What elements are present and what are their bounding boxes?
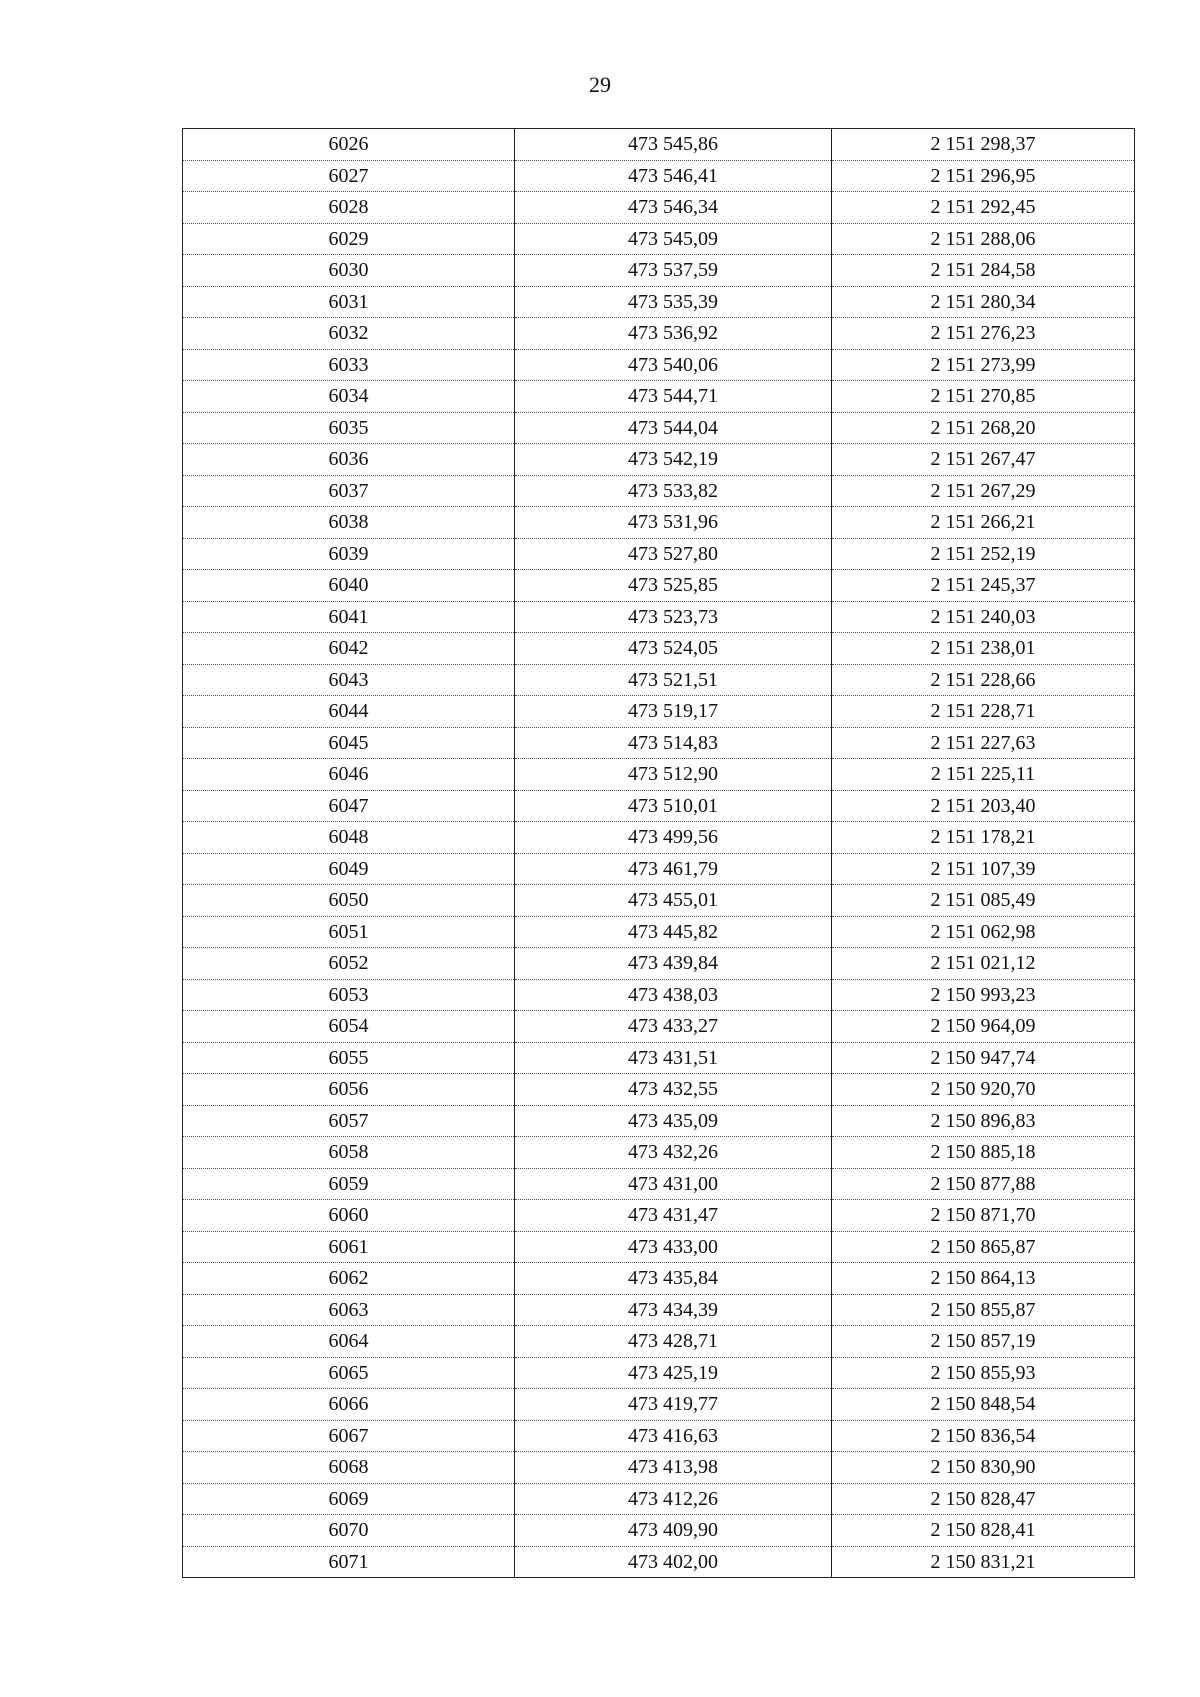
- table-row: [183, 1137, 1135, 1169]
- y-coordinate-cell: 2 151 288,06: [832, 223, 1135, 255]
- x-coordinate-cell: 473 455,01: [515, 885, 832, 917]
- y-coordinate-cell: 2 151 252,19: [832, 538, 1135, 570]
- x-coordinate-cell: 473 536,92: [515, 318, 832, 350]
- table-row: [183, 444, 1135, 476]
- table-row: [183, 1452, 1135, 1484]
- y-coordinate-cell: 2 150 857,19: [832, 1326, 1135, 1358]
- table-row: [183, 1168, 1135, 1200]
- point-number-cell: 6057: [183, 1105, 515, 1137]
- point-number-cell: 6034: [183, 381, 515, 413]
- x-coordinate-cell: 473 499,56: [515, 822, 832, 854]
- x-coordinate-cell: 473 438,03: [515, 979, 832, 1011]
- table-row: [183, 790, 1135, 822]
- table-row: [183, 1105, 1135, 1137]
- table-row: [183, 507, 1135, 539]
- point-number-cell: 6032: [183, 318, 515, 350]
- coordinates-table: [182, 128, 1135, 1578]
- y-coordinate-cell: 2 150 855,87: [832, 1294, 1135, 1326]
- x-coordinate-cell: 473 412,26: [515, 1483, 832, 1515]
- y-coordinate-cell: 2 151 270,85: [832, 381, 1135, 413]
- x-coordinate-cell: 473 434,39: [515, 1294, 832, 1326]
- x-coordinate-cell: 473 402,00: [515, 1546, 832, 1578]
- x-coordinate-cell: 473 521,51: [515, 664, 832, 696]
- table-row: [183, 318, 1135, 350]
- y-coordinate-cell: 2 151 266,21: [832, 507, 1135, 539]
- x-coordinate-cell: 473 439,84: [515, 948, 832, 980]
- y-coordinate-cell: 2 151 107,39: [832, 853, 1135, 885]
- point-number-cell: 6066: [183, 1389, 515, 1421]
- x-coordinate-cell: 473 544,04: [515, 412, 832, 444]
- table-row: [183, 948, 1135, 980]
- table-row: [183, 664, 1135, 696]
- y-coordinate-cell: 2 151 228,71: [832, 696, 1135, 728]
- page-number: 29: [589, 72, 611, 97]
- x-coordinate-cell: 473 533,82: [515, 475, 832, 507]
- y-coordinate-cell: 2 151 245,37: [832, 570, 1135, 602]
- y-coordinate-cell: 2 151 178,21: [832, 822, 1135, 854]
- table-row: [183, 1546, 1135, 1578]
- y-coordinate-cell: 2 150 993,23: [832, 979, 1135, 1011]
- point-number-cell: 6042: [183, 633, 515, 665]
- table-row: [183, 601, 1135, 633]
- x-coordinate-cell: 473 544,71: [515, 381, 832, 413]
- x-coordinate-cell: 473 542,19: [515, 444, 832, 476]
- point-number-cell: 6046: [183, 759, 515, 791]
- table-row: [183, 223, 1135, 255]
- table-row: [183, 727, 1135, 759]
- point-number-cell: 6065: [183, 1357, 515, 1389]
- table-row: [183, 822, 1135, 854]
- x-coordinate-cell: 473 435,09: [515, 1105, 832, 1137]
- table-row: [183, 979, 1135, 1011]
- point-number-cell: 6027: [183, 160, 515, 192]
- x-coordinate-cell: 473 428,71: [515, 1326, 832, 1358]
- y-coordinate-cell: 2 150 964,09: [832, 1011, 1135, 1043]
- table-row: [183, 255, 1135, 287]
- table-row: [183, 286, 1135, 318]
- y-coordinate-cell: 2 150 871,70: [832, 1200, 1135, 1232]
- x-coordinate-cell: 473 523,73: [515, 601, 832, 633]
- x-coordinate-cell: 473 546,41: [515, 160, 832, 192]
- point-number-cell: 6044: [183, 696, 515, 728]
- point-number-cell: 6033: [183, 349, 515, 381]
- table-row: [183, 1326, 1135, 1358]
- point-number-cell: 6037: [183, 475, 515, 507]
- x-coordinate-cell: 473 524,05: [515, 633, 832, 665]
- y-coordinate-cell: 2 151 203,40: [832, 790, 1135, 822]
- table-row: [183, 1074, 1135, 1106]
- x-coordinate-cell: 473 545,86: [515, 129, 832, 161]
- y-coordinate-cell: 2 150 877,88: [832, 1168, 1135, 1200]
- x-coordinate-cell: 473 431,00: [515, 1168, 832, 1200]
- x-coordinate-cell: 473 461,79: [515, 853, 832, 885]
- y-coordinate-cell: 2 150 865,87: [832, 1231, 1135, 1263]
- y-coordinate-cell: 2 150 864,13: [832, 1263, 1135, 1295]
- table-row: [183, 475, 1135, 507]
- point-number-cell: 6040: [183, 570, 515, 602]
- y-coordinate-cell: 2 150 947,74: [832, 1042, 1135, 1074]
- x-coordinate-cell: 473 537,59: [515, 255, 832, 287]
- table-row: [183, 1200, 1135, 1232]
- y-coordinate-cell: 2 150 885,18: [832, 1137, 1135, 1169]
- point-number-cell: 6038: [183, 507, 515, 539]
- y-coordinate-cell: 2 151 267,29: [832, 475, 1135, 507]
- point-number-cell: 6059: [183, 1168, 515, 1200]
- x-coordinate-cell: 473 433,00: [515, 1231, 832, 1263]
- point-number-cell: 6071: [183, 1546, 515, 1578]
- y-coordinate-cell: 2 150 848,54: [832, 1389, 1135, 1421]
- y-coordinate-cell: 2 151 273,99: [832, 349, 1135, 381]
- point-number-cell: 6050: [183, 885, 515, 917]
- table-row: [183, 1263, 1135, 1295]
- y-coordinate-cell: 2 151 227,63: [832, 727, 1135, 759]
- y-coordinate-cell: 2 150 828,47: [832, 1483, 1135, 1515]
- x-coordinate-cell: 473 546,34: [515, 192, 832, 224]
- y-coordinate-cell: 2 151 238,01: [832, 633, 1135, 665]
- y-coordinate-cell: 2 150 855,93: [832, 1357, 1135, 1389]
- x-coordinate-cell: 473 431,47: [515, 1200, 832, 1232]
- x-coordinate-cell: 473 409,90: [515, 1515, 832, 1547]
- x-coordinate-cell: 473 431,51: [515, 1042, 832, 1074]
- x-coordinate-cell: 473 525,85: [515, 570, 832, 602]
- point-number-cell: 6047: [183, 790, 515, 822]
- x-coordinate-cell: 473 535,39: [515, 286, 832, 318]
- table-row: [183, 759, 1135, 791]
- point-number-cell: 6063: [183, 1294, 515, 1326]
- point-number-cell: 6039: [183, 538, 515, 570]
- table-row: [183, 349, 1135, 381]
- y-coordinate-cell: 2 151 296,95: [832, 160, 1135, 192]
- point-number-cell: 6045: [183, 727, 515, 759]
- x-coordinate-cell: 473 432,26: [515, 1137, 832, 1169]
- point-number-cell: 6055: [183, 1042, 515, 1074]
- y-coordinate-cell: 2 151 292,45: [832, 192, 1135, 224]
- y-coordinate-cell: 2 151 085,49: [832, 885, 1135, 917]
- table-row: [183, 885, 1135, 917]
- y-coordinate-cell: 2 150 896,83: [832, 1105, 1135, 1137]
- x-coordinate-cell: 473 527,80: [515, 538, 832, 570]
- point-number-cell: 6069: [183, 1483, 515, 1515]
- point-number-cell: 6048: [183, 822, 515, 854]
- y-coordinate-cell: 2 151 298,37: [832, 129, 1135, 161]
- table-row: [183, 381, 1135, 413]
- point-number-cell: 6028: [183, 192, 515, 224]
- point-number-cell: 6068: [183, 1452, 515, 1484]
- table-row: [183, 1231, 1135, 1263]
- table-row: [183, 192, 1135, 224]
- point-number-cell: 6070: [183, 1515, 515, 1547]
- x-coordinate-cell: 473 435,84: [515, 1263, 832, 1295]
- point-number-cell: 6054: [183, 1011, 515, 1043]
- table-row: [183, 1389, 1135, 1421]
- point-number-cell: 6043: [183, 664, 515, 696]
- table-row: [183, 1011, 1135, 1043]
- point-number-cell: 6026: [183, 129, 515, 161]
- y-coordinate-cell: 2 151 062,98: [832, 916, 1135, 948]
- table-row: [183, 160, 1135, 192]
- point-number-cell: 6053: [183, 979, 515, 1011]
- table-row: [183, 696, 1135, 728]
- point-number-cell: 6060: [183, 1200, 515, 1232]
- x-coordinate-cell: 473 540,06: [515, 349, 832, 381]
- table-row: [183, 853, 1135, 885]
- point-number-cell: 6062: [183, 1263, 515, 1295]
- point-number-cell: 6058: [183, 1137, 515, 1169]
- x-coordinate-cell: 473 445,82: [515, 916, 832, 948]
- y-coordinate-cell: 2 150 920,70: [832, 1074, 1135, 1106]
- x-coordinate-cell: 473 545,09: [515, 223, 832, 255]
- x-coordinate-cell: 473 432,55: [515, 1074, 832, 1106]
- y-coordinate-cell: 2 151 240,03: [832, 601, 1135, 633]
- y-coordinate-cell: 2 151 268,20: [832, 412, 1135, 444]
- y-coordinate-cell: 2 151 267,47: [832, 444, 1135, 476]
- point-number-cell: 6041: [183, 601, 515, 633]
- table-row: [183, 1294, 1135, 1326]
- point-number-cell: 6035: [183, 412, 515, 444]
- point-number-cell: 6029: [183, 223, 515, 255]
- y-coordinate-cell: 2 151 280,34: [832, 286, 1135, 318]
- x-coordinate-cell: 473 433,27: [515, 1011, 832, 1043]
- table-row: [183, 1515, 1135, 1547]
- point-number-cell: 6030: [183, 255, 515, 287]
- point-number-cell: 6036: [183, 444, 515, 476]
- table-row: [183, 916, 1135, 948]
- x-coordinate-cell: 473 510,01: [515, 790, 832, 822]
- point-number-cell: 6064: [183, 1326, 515, 1358]
- x-coordinate-cell: 473 416,63: [515, 1420, 832, 1452]
- coordinates-table-body: [183, 129, 1135, 1578]
- point-number-cell: 6052: [183, 948, 515, 980]
- table-row: [183, 1042, 1135, 1074]
- y-coordinate-cell: 2 151 021,12: [832, 948, 1135, 980]
- y-coordinate-cell: 2 150 828,41: [832, 1515, 1135, 1547]
- y-coordinate-cell: 2 150 831,21: [832, 1546, 1135, 1578]
- table-row: [183, 129, 1135, 161]
- y-coordinate-cell: 2 151 225,11: [832, 759, 1135, 791]
- y-coordinate-cell: 2 150 836,54: [832, 1420, 1135, 1452]
- table-row: [183, 570, 1135, 602]
- x-coordinate-cell: 473 425,19: [515, 1357, 832, 1389]
- table-row: [183, 538, 1135, 570]
- x-coordinate-cell: 473 512,90: [515, 759, 832, 791]
- table-row: [183, 412, 1135, 444]
- table-row: [183, 1420, 1135, 1452]
- table-row: [183, 633, 1135, 665]
- point-number-cell: 6049: [183, 853, 515, 885]
- table-row: [183, 1483, 1135, 1515]
- point-number-cell: 6067: [183, 1420, 515, 1452]
- point-number-cell: 6056: [183, 1074, 515, 1106]
- x-coordinate-cell: 473 514,83: [515, 727, 832, 759]
- point-number-cell: 6051: [183, 916, 515, 948]
- x-coordinate-cell: 473 519,17: [515, 696, 832, 728]
- y-coordinate-cell: 2 151 276,23: [832, 318, 1135, 350]
- table-row: [183, 1357, 1135, 1389]
- y-coordinate-cell: 2 151 228,66: [832, 664, 1135, 696]
- point-number-cell: 6031: [183, 286, 515, 318]
- x-coordinate-cell: 473 419,77: [515, 1389, 832, 1421]
- y-coordinate-cell: 2 150 830,90: [832, 1452, 1135, 1484]
- x-coordinate-cell: 473 413,98: [515, 1452, 832, 1484]
- point-number-cell: 6061: [183, 1231, 515, 1263]
- y-coordinate-cell: 2 151 284,58: [832, 255, 1135, 287]
- x-coordinate-cell: 473 531,96: [515, 507, 832, 539]
